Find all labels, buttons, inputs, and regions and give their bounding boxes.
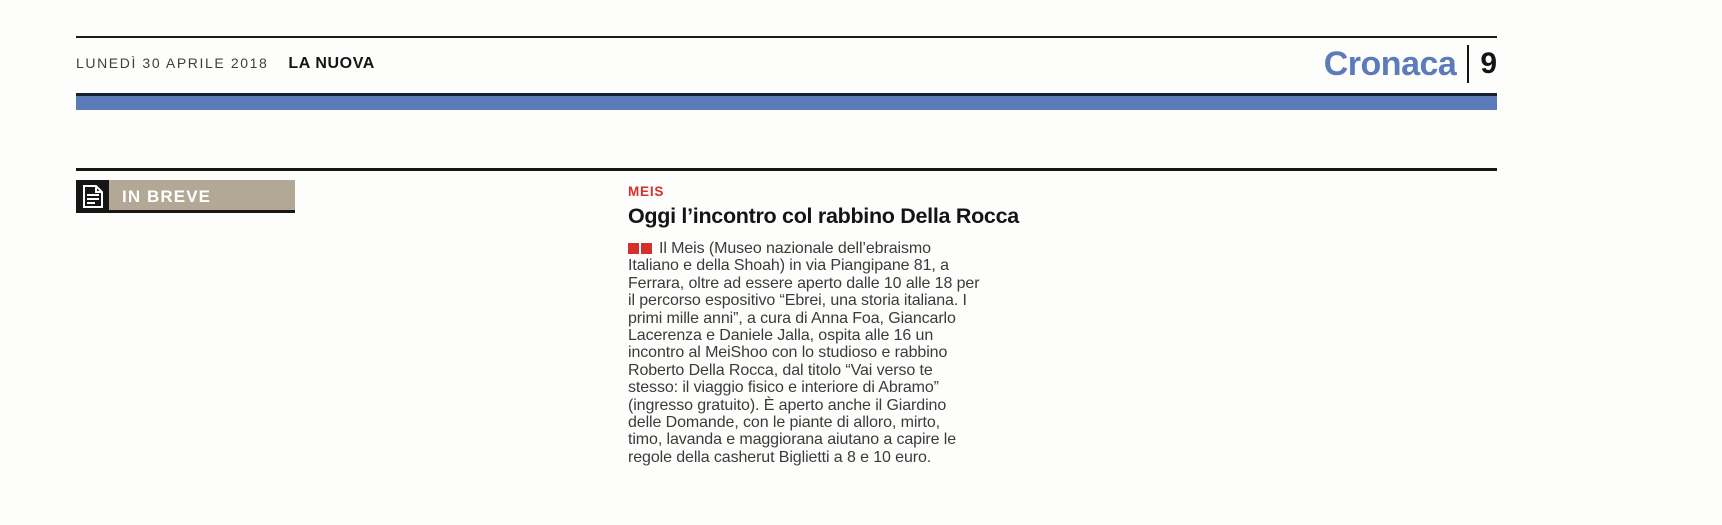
article: [628, 184, 1028, 466]
body-line: regole della casherut Biglietti a 8 e 10 euro.: [628, 448, 932, 466]
article-kicker: MEIS: [628, 184, 665, 199]
double-rule: [76, 168, 1497, 171]
body-line: il percorso espositivo “Ebrei, una storia italiana. I: [628, 292, 967, 310]
section-color-bar: [76, 93, 1497, 110]
body-line: Italiano e della Shoah) in via Piangipane 81, a: [628, 257, 949, 275]
body-line: incontro al MeiShoo con lo studioso e rabbino: [628, 344, 948, 362]
document-icon: [76, 180, 109, 213]
article-body: [628, 240, 1028, 466]
body-line: (ingresso gratuito). È aperto anche il Giardino: [628, 396, 947, 414]
top-rule: [76, 36, 1497, 38]
masthead-right: [1324, 45, 1497, 84]
body-line: primi mille anni”, a cura di Anna Foa, Giancarlo: [628, 309, 956, 327]
in-breve-header: [76, 180, 295, 213]
in-breve-label: IN BREVE: [109, 180, 295, 210]
red-square-bullet: [641, 243, 652, 254]
masthead: [76, 40, 1497, 88]
article-title: Oggi l’incontro col rabbino Della Rocca: [628, 204, 1019, 228]
red-square-bullet: [628, 243, 639, 254]
body-line: Ferrara, oltre ad essere aperto dalle 10 alle 18 per: [628, 274, 980, 292]
newspaper-brand: LA NUOVA: [288, 55, 375, 72]
edition-date: LUNEDÌ 30 APRILE 2018: [76, 55, 269, 71]
masthead-left: [76, 55, 375, 73]
body-line: Lacerenza e Daniele Jalla, ospita alle 16 un: [628, 327, 934, 345]
body-line: [628, 240, 1028, 257]
body-line: Roberto Della Rocca, dal titolo “Vai verso te: [628, 361, 933, 379]
body-line-text: Il Meis (Museo nazionale dell’ebraismo: [659, 240, 931, 257]
page-number: 9: [1480, 47, 1497, 80]
section-name: Cronaca: [1323, 44, 1457, 83]
body-line: stesso: il viaggio fisico e interiore di Abramo”: [628, 379, 939, 397]
body-line: delle Domande, con le piante di alloro, mirto,: [628, 414, 941, 432]
vertical-divider: [1467, 45, 1469, 83]
body-line: timo, lavanda e maggiorana aiutano a capire le: [628, 431, 957, 449]
